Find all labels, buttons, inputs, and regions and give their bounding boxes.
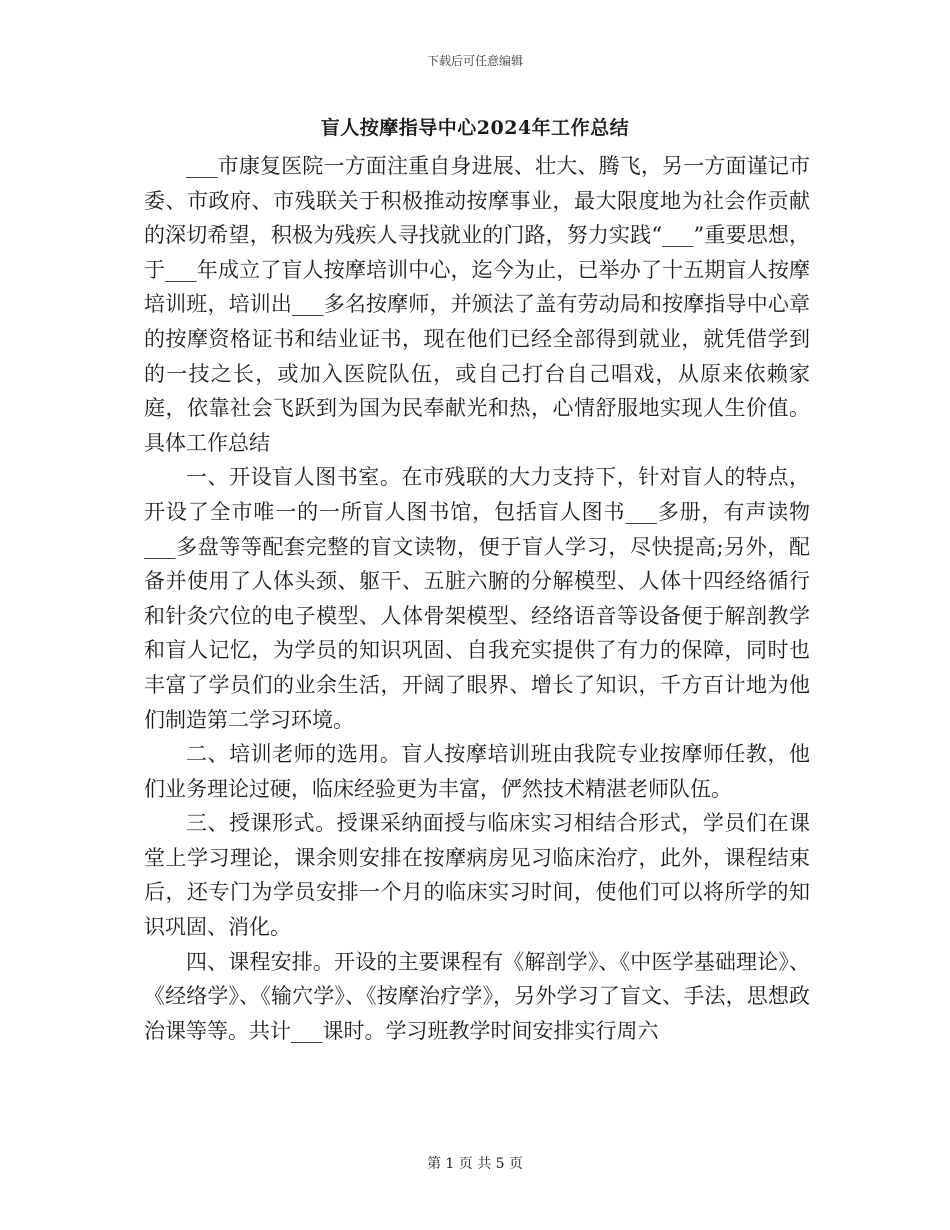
document-title: 盲人按摩指导中心2024年工作总结 (320, 117, 630, 139)
paragraph-curriculum: 四、课程安排。开设的主要课程有《解剖学》、《中医学基础理论》、《经络学》、《输穴学》、《按摩治疗学》，另外学习了盲文、手法，思想政治课等等。共计___课时。学习班教学时间安排实行周六 (144, 949, 810, 1043)
document-body (144, 149, 810, 1048)
paragraph-teaching-format: 三、授课形式。授课采纳面授与临床实习相结合形式，学员们在课堂上学习理论，课余则安排在按摩病房见习临床治疗，此外，课程结束后，还专门为学员安排一个月的临床实习时间，使他们可以将所学的知识巩固、消化。 (144, 811, 810, 940)
page-number: 第 1 页 共 5 页 (426, 1156, 524, 1172)
paragraph-intro: ___市康复医院一方面注重自身进展、壮大、腾飞，另一方面谨记市委、市政府、市残联关于积极推动按摩事业，最大限度地为社会作贡献的深切希望，积极为残疾人寻找就业的门路，努力实践“___”重要思想，于___年成立了盲人按摩培训中心，迄今为止，已举办了十五期盲人按摩培训班，培训出___多名按摩师，并颁法了盖有劳动局和按摩指导中心章的按摩资格证书和结业证书，现在他们已经全部得到就业，就凭借学到的一技之长，或加入医院队伍，或自己打台自己唱戏，从原来依赖家庭，依靠社会飞跃到为国为民奉献光和热，心情舒服地实现人生价值。具体工作总结 (144, 154, 810, 455)
page-header-note: 下载后可任意编辑 (426, 54, 523, 68)
paragraph-teachers: 二、培训老师的选用。盲人按摩培训班由我院专业按摩师任教，他们业务理论过硬，临床经验更为丰富，俨然技术精湛老师队伍。 (144, 742, 810, 801)
paragraph-library: 一、开设盲人图书室。在市残联的大力支持下，针对盲人的特点，开设了全市唯一的一所盲人图书馆，包括盲人图书___多册，有声读物___多盘等等配套完整的盲文读物，便于盲人学习，尽快提高;另外，配备并使用了人体头颈、躯干、五脏六腑的分解模型、人体十四经络循行和针灸穴位的电子模型、人体骨架模型、经络语音等设备便于解剖教学和盲人记忆，为学员的知识巩固、自我充实提供了有力的保障，同时也丰富了学员们的业余生活，开阔了眼界、增长了知识，千方百计地为他们制造第二学习环境。 (144, 465, 810, 732)
